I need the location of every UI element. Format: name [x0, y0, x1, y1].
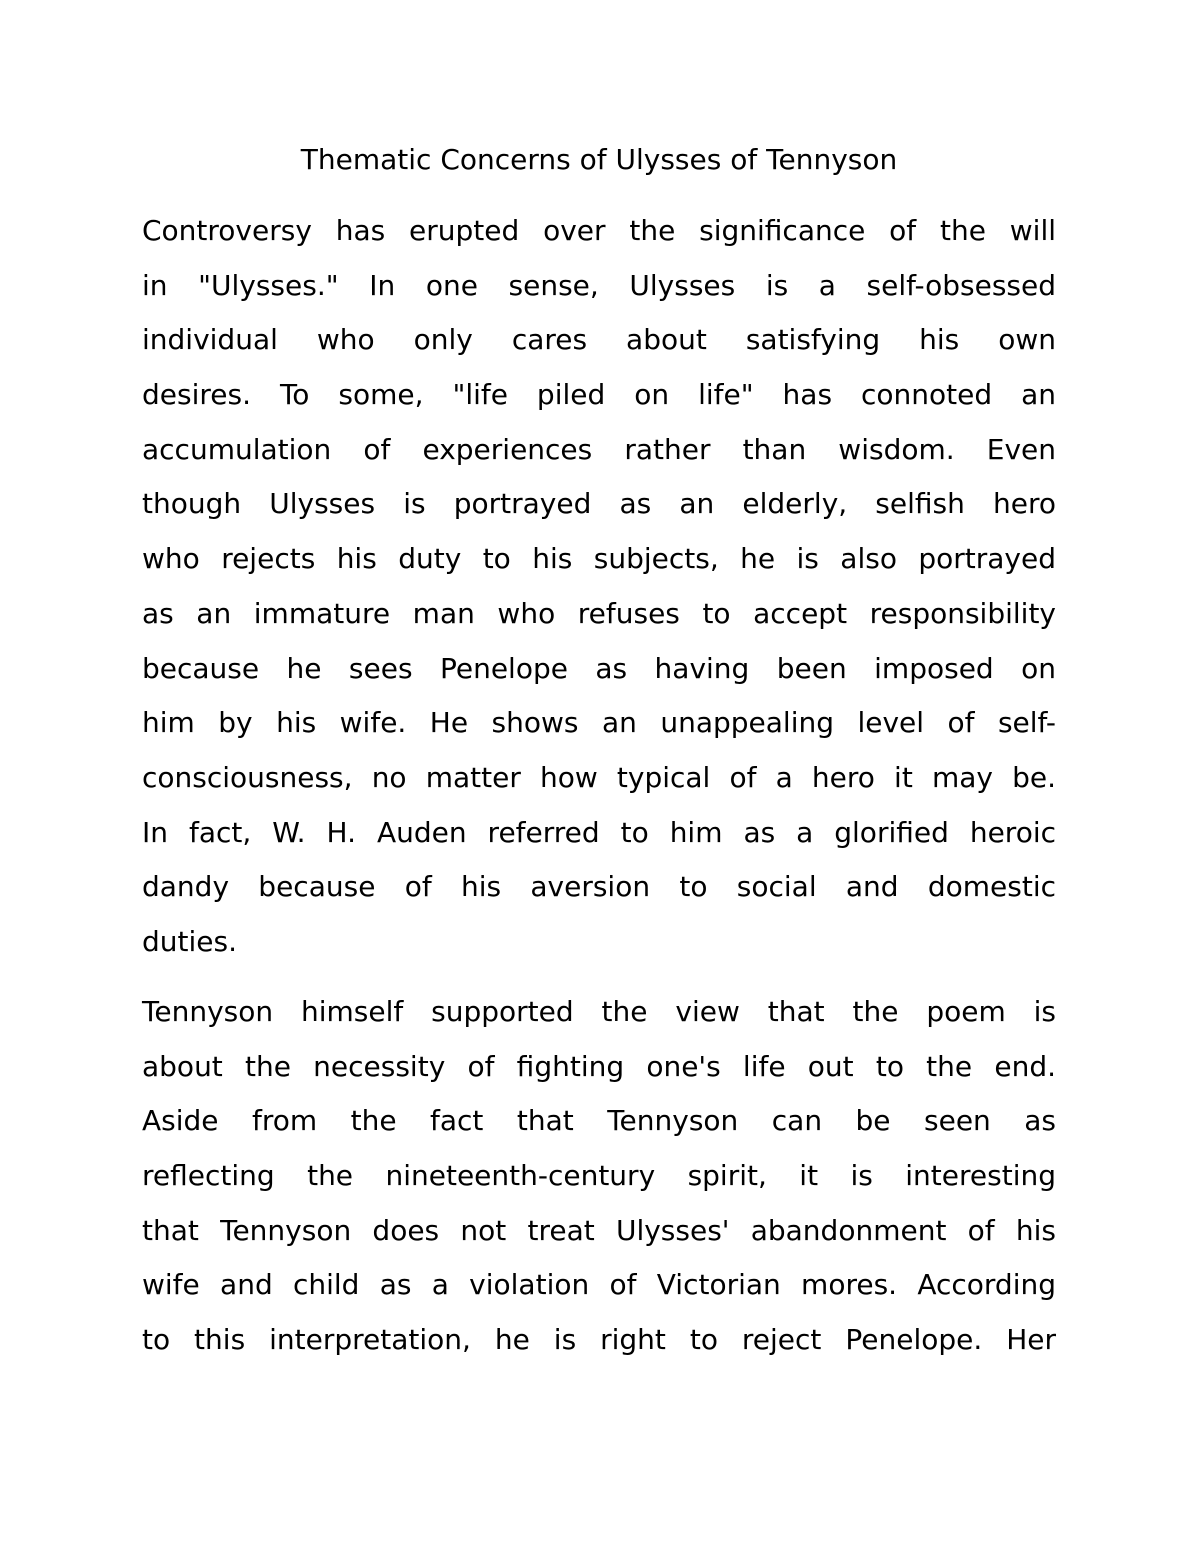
text-line: because he sees Penelope as having been imposed on [142, 651, 1056, 685]
text-line: accumulation of experiences rather than wisdom. Even [142, 432, 1056, 466]
text-line: wife and child as a violation of Victorian mores. According [142, 1268, 1056, 1302]
text-line: desires. To some, "life piled on life" has connoted an [142, 378, 1056, 412]
text-line: that Tennyson does not treat Ulysses' abandonment of his [142, 1213, 1056, 1247]
text-line: to this interpretation, he is right to reject Penelope. Her [142, 1323, 1056, 1357]
text-line: reflecting the nineteenth-century spirit, it is interesting [142, 1159, 1056, 1193]
text-line: him by his wife. He shows an unappealing level of self- [142, 706, 1056, 740]
text-line: Tennyson himself supported the view that the poem is [142, 995, 1056, 1028]
text-line: as an immature man who refuses to accept responsibility [142, 596, 1056, 630]
document-title: Thematic Concerns of Ulysses of Tennyson [300, 143, 898, 176]
paragraph-1 [142, 204, 1056, 970]
text-line: in "Ulysses." In one sense, Ulysses is a self-obsessed [142, 268, 1056, 302]
text-line: duties. [142, 924, 237, 958]
text-line: Controversy has erupted over the significance of the will [142, 214, 1056, 247]
text-line: consciousness, no matter how typical of a hero it may be. [142, 760, 1056, 794]
text-line: who rejects his duty to his subjects, he is also portrayed [142, 542, 1056, 576]
text-line: dandy because of his aversion to social and domestic [142, 870, 1056, 904]
text-line: In fact, W. H. Auden referred to him as a glorified heroic [142, 815, 1056, 849]
text-line: Aside from the fact that Tennyson can be seen as [142, 1104, 1056, 1138]
text-line: though Ulysses is portrayed as an elderly, selfish hero [142, 487, 1056, 521]
paragraph-2 [142, 985, 1056, 1368]
text-line: about the necessity of fighting one's life out to the end. [142, 1049, 1056, 1083]
text-line: individual who only cares about satisfying his own [142, 323, 1056, 357]
